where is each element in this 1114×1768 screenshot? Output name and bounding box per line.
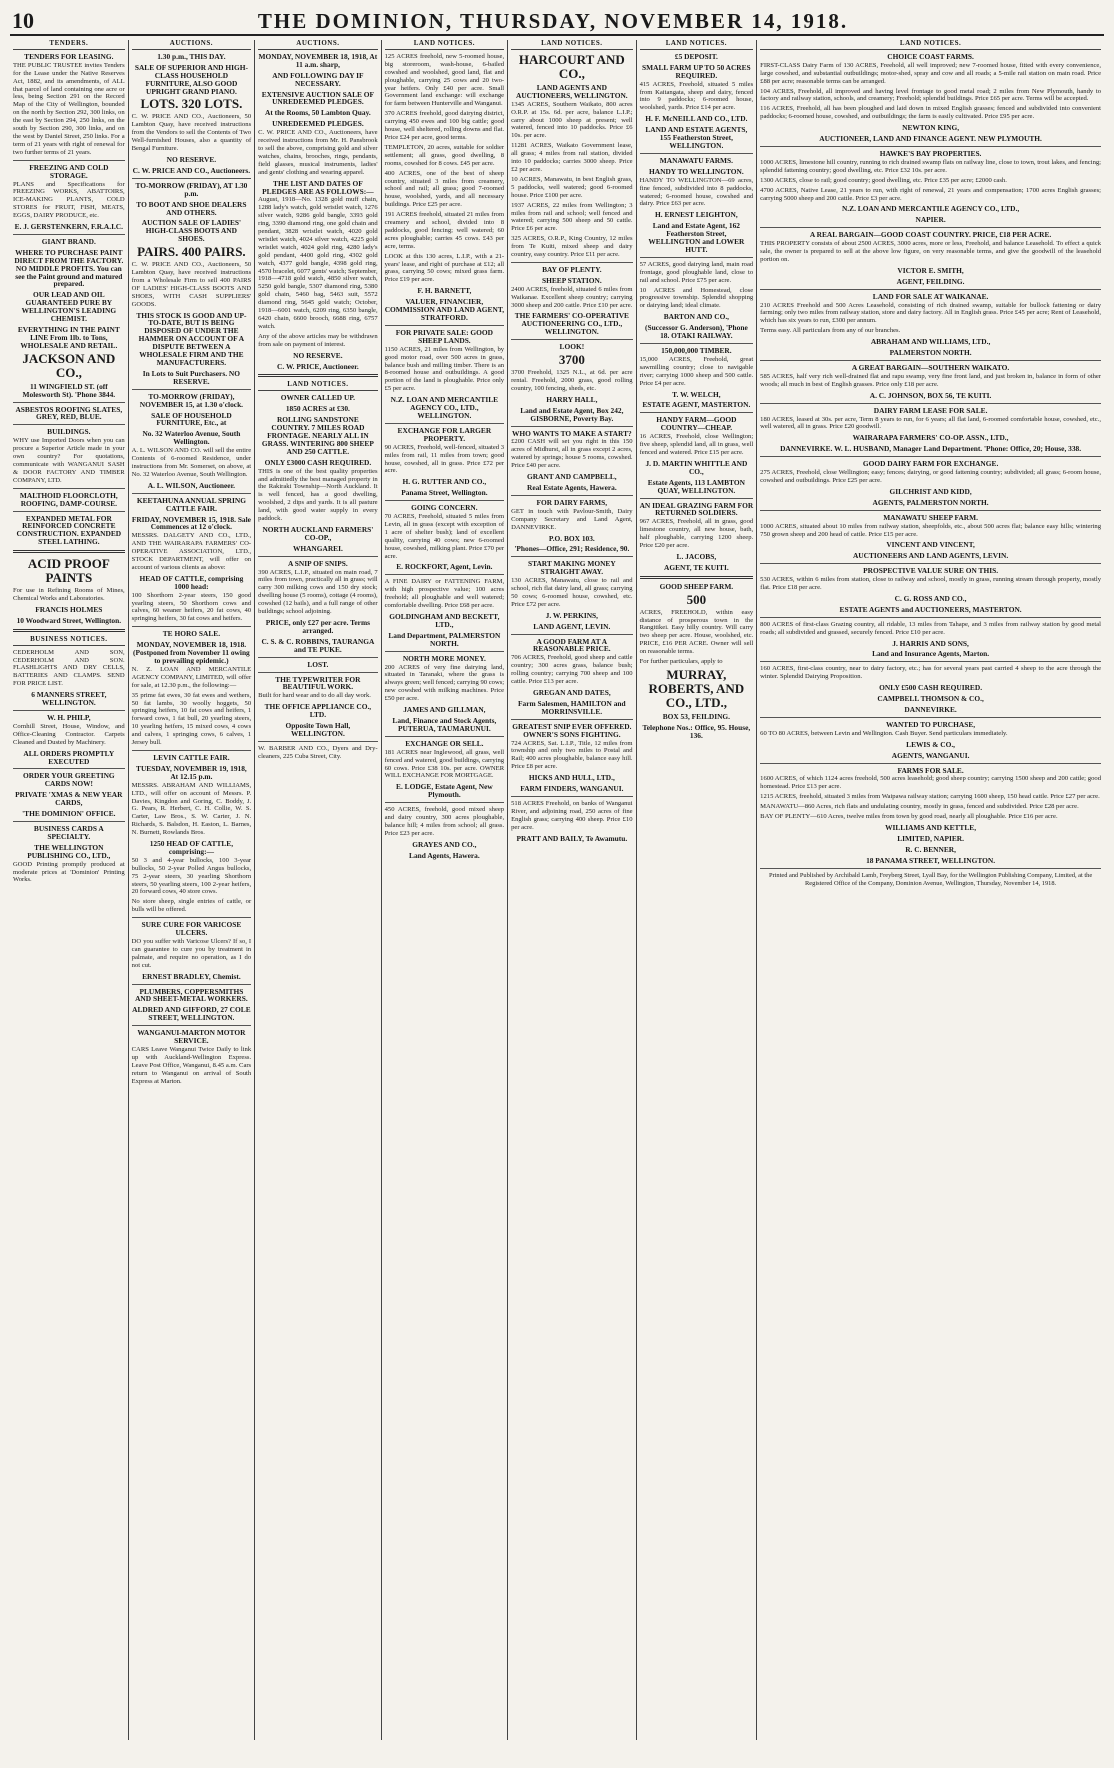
ad-heading: HANDY FARM—GOOD COUNTRY—CHEAP. bbox=[656, 415, 737, 433]
ad-text: LAND AND ESTATE AGENTS, 155 Featherston Street, WELLINGTON. bbox=[645, 125, 748, 150]
ad-text: 'Phones—Office, 291; Residence, 90. bbox=[514, 544, 630, 554]
ad-text: 181 ACRES near Inglewood, all grass, well fenced and watered, good buildings, carrying 60 cows. Price £38 10s. per acre. OWNER WILL EXCHANGE FOR MORTGAGE. bbox=[384, 748, 505, 780]
ad-heading: A GREAT BARGAIN—SOUTHERN WAIKATO. bbox=[851, 363, 1010, 372]
ad-text: 116 ACRES, Freehold, all has been ploughed and laid down in mixed English grasses; fenced and subdivided into convenient paddocks; 6-roomed house, cowshed, and outbuildings; the farm is easily cultivated. Price £95 per acre. bbox=[760, 105, 1101, 121]
ad-text: P.O. BOX 103. bbox=[548, 533, 595, 543]
ad-name: GREGAN AND DATES, bbox=[532, 688, 611, 697]
ad-text: PALMERSTON NORTH. bbox=[889, 348, 972, 358]
ad-text: Land and Estate Agent, 162 Featherston Street, WELLINGTON and LOWER HUTT. bbox=[648, 221, 745, 254]
ad-heading: TO BOOT AND SHOE DEALERS AND OTHERS. bbox=[136, 199, 247, 217]
ad-heading: GREATEST SNIP EVER OFFERED. OWNER'S SONS FIGHTING. bbox=[512, 721, 632, 739]
ad-text: THIS is one of the best quality properties and admittedly the best managed property in the Rakiraki Township—North Auckland. It is well fenced, has a good dwelling, woolshed, 2 dips and yards. It is all pasture land, with good water supply in every paddock. bbox=[258, 467, 378, 523]
ad-text: C. W. PRICE AND CO., Auctioneers, have received instructions from Mr. H. Pansbrook to sell the above, comprising gold and silver watches, chains, brooches, rings, pendants, field glasses, musical instruments, ladies' and gents' clothing and wearing apparel. bbox=[258, 129, 378, 176]
ad-name: JAMES AND GILLMAN, bbox=[403, 705, 486, 715]
ad-text: 1937 ACRES, 22 miles from Wellington; 3 miles from rail and school; well fenced and watered; carrying 500 sheep and 50 cattle. Price £6 per acre. bbox=[511, 201, 633, 233]
ad-name: GILCHRIST AND KIDD, bbox=[889, 486, 972, 496]
ad-text: CARS Leave Wanganui Twice Daily to link up with Auckland-Wellington Express. Leave Post Office, Wanganui, 8.45 a.m. Cars return to Wanganui on arrival of South Express at Marton. bbox=[131, 1045, 252, 1085]
ad-text: 104 ACRES, Freehold, all improved and having level frontage to good metal road; 2 miles from New Plymouth, handy to factory and railway station, schools, and creamery; Freehold; splendid buildings. Price £65 per acre. Terms will be accepted. bbox=[760, 87, 1101, 103]
ad-text: 1150 ACRES, 21 miles from Wellington, by good motor road, over 500 acres in grass, balance bush and milling timber. There is an 8-roomed house and outbuildings. A good portion of the land is ploughable. Price only £5 per acre. bbox=[384, 345, 505, 393]
ad-name: H. F. McNEILL AND CO., LTD. bbox=[645, 114, 748, 124]
ad-heading: DAIRY FARM LEASE FOR SALE. bbox=[873, 405, 988, 415]
ad-text: ALL ORDERS PROMPTLY EXECUTED bbox=[23, 748, 115, 766]
ad-name: NORTH AUCKLAND FARMERS' CO-OP., bbox=[262, 524, 374, 542]
ad-lots: LOTS. 320 LOTS. bbox=[140, 96, 243, 112]
ad-text: 10 ACRES and Homestead, close progressive township. Splendid shopping or dairying land; ideal climate. bbox=[639, 286, 754, 310]
ad-heading: NO RESERVE. bbox=[293, 350, 343, 360]
ad-heading: LEVIN CATTLE FAIR. bbox=[153, 752, 230, 762]
ad-address: Land Agents, Hawera. bbox=[409, 850, 480, 860]
ad-text: 160 ACRES, first-class country, near to dairy factory, etc.; has for several years past carried 4 sheep to the acre through the winter. Splendid Dairying Proposition. bbox=[760, 665, 1101, 681]
ad-text: 57 ACRES, good dairying land, main road frontage, good ploughable land, close to rail and school. Price £75 per acre. bbox=[639, 260, 754, 284]
ad-text: For further particulars, apply to bbox=[639, 658, 723, 666]
ad-heading: WANGANUI-MARTON MOTOR SERVICE. bbox=[137, 1028, 246, 1046]
ad-text: 100 Shorthorn 2-year steers, 150 good yearling steers, 50 Shorthorn cows and calves, 60 weaner heifers, 20 fat cows, 40 springing heifers, 30 fat cows and heifers. bbox=[131, 591, 252, 623]
ad-name: THE WELLINGTON PUBLISHING CO., LTD., bbox=[27, 842, 111, 860]
ad-name: H. ERNEST LEIGHTON, bbox=[655, 210, 738, 220]
ad-name: J. W. PERKINS, bbox=[545, 610, 599, 620]
ad-heading: 1250 HEAD OF CATTLE, comprising:— bbox=[149, 839, 234, 856]
ad-heading: ONLY £500 CASH REQUIRED. bbox=[879, 683, 983, 693]
ad-heading: LOST. bbox=[307, 659, 329, 669]
ad-text: LIMITED, NAPIER. bbox=[897, 833, 964, 843]
ad-text: 800 ACRES of first-class Grazing country, all ridable, 13 miles from Tahape, and 3 miles from railway station by good metal roads; all subdivided and grassed, securely fenced. Price £10 per acre. bbox=[760, 620, 1101, 636]
ad-text: NAPIER. bbox=[915, 215, 946, 225]
ad-heading: OWNER CALLED UP. bbox=[280, 393, 356, 403]
ad-name: F. H. BARNETT, bbox=[417, 286, 472, 296]
ad-name: MURRAY, ROBERTS, AND CO., LTD., bbox=[648, 667, 745, 710]
ad-heading: KEETAHUNA ANNUAL SPRING CATTLE FAIR. bbox=[136, 495, 246, 513]
newspaper-page bbox=[10, 8, 1104, 1752]
ad-name: ERNEST BRADLEY, Chemist. bbox=[142, 971, 241, 981]
ad-address: Panama Street, Wellington. bbox=[401, 488, 488, 498]
ad-heading: PRIVATE 'XMAS & NEW YEAR CARDS, bbox=[15, 790, 123, 808]
ad-name: C. G. ROSS AND CO., bbox=[894, 593, 967, 603]
ad-text: 1000 ACRES, situated about 10 miles from railway station, sheepfolds, etc., about 500 acres flat; balance easy hills; wintering 750 grown sheep and 200 head of cattle. Price £15 per acre. bbox=[760, 522, 1101, 538]
ad-heading: FARMS FOR SALE. bbox=[897, 765, 964, 775]
ad-heading: EXCHANGE FOR LARGER PROPERTY. bbox=[397, 425, 492, 443]
ad-text: ESTATE AGENTS and AUCTIONEERS, MASTERTON. bbox=[839, 604, 1022, 614]
ad-name: VINCENT AND VINCENT, bbox=[886, 540, 975, 550]
ad-text: BAY OF PLENTY—610 Acres, twelve miles from town by good road, nearly all ploughable. Price £16 per acre. bbox=[760, 813, 1058, 821]
ad-text: A. L. WILSON AND CO. will sell the entire Contents of 6-roomed Residence, under instructions from Mr. Somerset, on above, at No. 32 Waterloo Avenue, South Wellington. bbox=[131, 447, 252, 478]
ad-heading: WHO WANTS TO MAKE A START? bbox=[511, 428, 632, 438]
ad-heading: AUCTION SALE OF LADIES' HIGH-CLASS BOOTS AND SHOES. bbox=[141, 218, 242, 244]
ad-text: 2400 ACRES, freehold, situated 6 miles from Waikanae. Excellent sheep country; carrying 3000 sheep and 200 cattle. Price £10 per acre. bbox=[511, 285, 633, 309]
ad-text: BOX 53, FEILDING. bbox=[662, 712, 731, 721]
ad-heading: ONLY £3000 CASH REQUIRED. bbox=[264, 457, 372, 467]
ad-text: EVERYTHING IN THE PAINT LINE From 1lb. to Tons, WHOLESALE AND RETAIL. bbox=[17, 325, 120, 350]
ad-heading: NO RESERVE. bbox=[166, 154, 217, 164]
ad-name: WAIRARAPA FARMERS' CO-OP. ASSN., LTD., bbox=[852, 433, 1009, 443]
ad-text: A FINE DAIRY or FATTENING FARM, with high prospective value; 100 acres freehold; all ploughable and well watered; comfortable dwelling. Price £68 per acre. bbox=[384, 578, 505, 610]
page-number: 10 bbox=[12, 8, 34, 33]
ad-address: WHANGAREI. bbox=[292, 543, 343, 553]
ad-heading: THE TYPEWRITER FOR BEAUTIFUL WORK. bbox=[275, 674, 361, 692]
ad-text: THIS STOCK IS GOOD AND UP-TO-DATE, BUT IS BEING DISPOSED OF UNDER THE HAMMER ON ACCOUNT OF A DISPUTE BETWEEN A WHOLESALE FIRM AND THE MANUFACTURERS. bbox=[136, 310, 247, 367]
ad-text: AGENT, TE KUITI. bbox=[664, 562, 729, 572]
ad-text: AUCTIONEERS AND LAND AGENTS, LEVIN. bbox=[852, 551, 1009, 561]
ad-heading: GOING CONCERN. bbox=[411, 503, 478, 513]
ad-text: Cornhill Street, House, Window, and Office-Cleaning Contractor. Carpets Cleaned and Dusted by Machinery. bbox=[13, 722, 125, 746]
ad-name: R. C. BENNER, bbox=[905, 844, 956, 854]
ad-text: FRIDAY, NOVEMBER 15, 1918. Sale Commences at 12 o'clock. bbox=[131, 514, 251, 532]
columns bbox=[10, 40, 1104, 1740]
ad-text: 390 ACRES, L.I.P., situated on main road, 7 miles from town, practically all in grass; will carry 300 milking cows and 150 dry stock; dwelling house (5 rooms), cottage (4 rooms), cowshed (12 bails), and a full range of other buildings; school adjoining. bbox=[258, 568, 378, 616]
ad-text: FIRST-CLASS Dairy Farm of 130 ACRES, Freehold, all well improved; new 7-roomed house, fitted with every convenience, large cowshed, and substantial outbuildings; motor-shed, spray and cow and all roads; a 5-mile rail station on main road. Price £88 per acre; reasonable terms can be arranged. bbox=[760, 61, 1101, 85]
ad-text: Built for hard wear and to do all day work. bbox=[258, 692, 371, 700]
ad-heading: A SNIP OF SNIPS. bbox=[288, 558, 348, 568]
ad-text: 50 3 and 4-year bullocks, 100 3-year bullocks, 50 2-year Polled Angus bullocks, 75 2-year steers, 30 yearling Shorthorn steers, 50 yearling steers, 100 2-year heifers, 20 forward cows, 40 store cows. bbox=[131, 856, 252, 896]
ad-address: No. 32 Waterloo Avenue, South Wellington. bbox=[142, 429, 241, 447]
ad-heading: MANAWATU SHEEP FARM. bbox=[883, 512, 978, 522]
ad-text: 1000 ACRES, limestone hill country, running to rich drained swamp flats on railway line, close to town, trout lakes, and fencing; splendid fattening country; good dwelling, etc. Price £32 10s. per acre. bbox=[760, 158, 1101, 174]
ad-text: 15,000 ACRES, Freehold, great sawmilling country; close to navigable river; carrying 1000 sheep and 500 cattle. Price £4 per acre. bbox=[639, 355, 754, 387]
ad-name: E. LODGE, Estate Agent, New Plymouth. bbox=[396, 782, 493, 800]
ad-heading: NORTH MORE MONEY. bbox=[402, 653, 486, 663]
ad-text: LAND AGENTS AND AUCTIONEERS, WELLINGTON. bbox=[516, 82, 628, 100]
ad-heading: FREEZING AND COLD STORAGE. bbox=[29, 162, 109, 180]
column-land-1 bbox=[382, 40, 508, 1740]
ad-text: 210 ACRES Freehold and 500 Acres Leasehold, consisting of rich drained swamp, suitable for bullock fattening or dairy farming; only two miles from railway station, store and dairy factory. All in English grass. Price £45 per acre; Rent of Leasehold, which has six years to run, £300 per annum. bbox=[760, 301, 1101, 325]
ad-heading: A REAL BARGAIN—GOOD COAST COUNTRY. PRICE, £18 PER ACRE. bbox=[809, 230, 1052, 240]
ad-text: 16 ACRES, Freehold, close Wellington; five sheep, splendid land, all in grass, well fenced and watered. Price £15 per acre. bbox=[639, 433, 754, 456]
ad-name: C. S. & C. ROBBINS, TAURANGA and TE PUKE. bbox=[261, 636, 375, 654]
ad-text: GOOD Printing promptly produced at moderate prices at 'Dominion' Printing Works. bbox=[13, 860, 125, 884]
ad-heading: SALE OF HOUSEHOLD FURNITURE, Etc., at bbox=[151, 410, 232, 428]
ad-text: Land and Estate Agent, Box 242, GISBORNE, Poverty Bay. bbox=[520, 405, 624, 423]
ad-heading: TO-MORROW (FRIDAY), NOVEMBER 15, at 1.30 o'clock. bbox=[139, 391, 244, 409]
ad-heading: BUILDINGS. bbox=[47, 427, 91, 437]
ad-name: HARRY HALL, bbox=[546, 394, 598, 404]
column-auctions-1 bbox=[129, 40, 255, 1740]
ad-heading: LOOK! bbox=[559, 342, 585, 352]
ad-heading: TE HORO SALE. bbox=[162, 629, 221, 639]
ad-text: CEDERHOLM AND SON, CEDERHOLM AND SON. FLASHLIGHTS AND DRY CELLS, BATTERIES AND CLAMPS. SEND FOR PRICE LIST. bbox=[13, 648, 125, 688]
ad-heading: ASBESTOS ROOFING SLATES, GREY, RED, BLUE. bbox=[15, 404, 123, 422]
ad-text: AGENTS, WANGANUI. bbox=[891, 750, 970, 760]
ad-text: ROLLING SANDSTONE COUNTRY. 7 MILES ROAD FRONTAGE. NEARLY ALL IN GRASS. WINTERING 800 SHEEP AND 250 CATTLE. bbox=[261, 415, 374, 456]
ad-name: PRATT AND BAILY, Te Awamutu. bbox=[516, 833, 628, 843]
ad-heading: PROSPECTIVE VALUE SURE ON THIS. bbox=[863, 566, 999, 576]
ad-heading: SMALL FARM UP TO 50 ACRES REQUIRED. bbox=[642, 62, 751, 80]
column-heading: LAND NOTICES. bbox=[258, 381, 377, 391]
ad-text: C. W. PRICE AND CO., Auctioneers, 50 Lambton Quay, have received instructions from the Vendors to sell the Contents of Two Well-furnished Houses, also a quantity of Bengal Furniture. bbox=[131, 113, 252, 153]
ad-address: Opposite Town Hall, WELLINGTON. bbox=[285, 721, 351, 738]
ad-name: ALDRED AND GIFFORD, 27 COLE STREET, WELLINGTON. bbox=[132, 1005, 251, 1023]
ad-text: AUCTIONEER, LAND AND FINANCE AGENT. NEW PLYMOUTH. bbox=[819, 134, 1042, 144]
ad-text: THE PUBLIC TRUSTEE invites Tenders for the Lease under the Native Reserves Act, 1882, and its amendments, of ALL that parcel of land containing one acre or less, being Section 291 on the Record Map of the City of Wellington, bounded on the north by Section 292, 300 links, on the east by Section 294, 250 links, on the south by Section 290, 300 links, and on the west by Daniel Street, 250 links. For a term of 21 years with right of renewal for two further terms of 21 years. bbox=[13, 61, 125, 156]
ad-heading: BUSINESS CARDS A SPECIALTY. bbox=[33, 823, 104, 841]
ad-text: W. BARBER AND CO., Dyers and Dry-cleaners, 225 Cuba Street, City. bbox=[258, 744, 378, 760]
ad-price: 500 bbox=[686, 591, 707, 607]
ad-text: Telephone Nos.: Office, 95. House, 136. bbox=[642, 722, 751, 740]
ad-text: LAND AGENT, LEVIN. bbox=[533, 621, 611, 631]
ad-text: 1215 ACRES, freehold, situated 3 miles from Waipawa railway station; carrying 1600 sheep, 150 head cattle. Price £27 per acre. bbox=[760, 793, 1100, 801]
ad-text: (Successor G. Anderson), 'Phone 18. OTAKI RAILWAY. bbox=[645, 323, 748, 341]
ad-name: CAMPBELL THOMSON & CO., bbox=[877, 694, 984, 704]
ad-name: GRANT AND CAMPBELL, bbox=[527, 472, 617, 482]
ad-name: GOLDINGHAM AND BECKETT, LTD., bbox=[389, 612, 500, 629]
column-heading: LAND NOTICES. bbox=[640, 40, 754, 50]
ad-heading: UNREDEEMED PLEDGES. bbox=[272, 119, 364, 129]
ad-text: 415 ACRES, Freehold, situated 5 miles from Kaitangata, sheep and dairy, fenced into 9 paddocks; 6-roomed house, woolshed, yards. Price £14 per acre. bbox=[639, 80, 754, 112]
ad-text: AGENT, FEILDING. bbox=[896, 276, 965, 286]
column-auctions-2 bbox=[255, 40, 381, 1740]
ad-heading: FOR PRIVATE SALE: GOOD SHEEP LANDS. bbox=[395, 327, 493, 345]
ad-text: 400 ACRES, one of the best of sheep country, situated 3 miles from creamery, school and rail; all grass; good 7-roomed house, woolshed, yards, and all necessary buildings. Price £25 per acre. bbox=[384, 169, 505, 209]
ad-name: C. W. PRICE, Auctioneer. bbox=[277, 361, 359, 371]
ad-name: N.Z. LOAN AND MERCANTILE AGENCY CO., LTD., bbox=[841, 204, 1020, 214]
ad-text: Farm Salesmen, HAMILTON and MORRINSVILLE. bbox=[518, 698, 626, 716]
ad-heading: SHEEP STATION. bbox=[541, 275, 602, 285]
ad-text: TUESDAY, NOVEMBER 19, 1918, At 12.15 p.m. bbox=[136, 763, 247, 781]
ad-name: H. G. RUTTER AND CO., bbox=[402, 477, 487, 487]
ad-text: Terms easy. All particulars from any of our branches. bbox=[760, 327, 901, 335]
ad-name: LEWIS & CO., bbox=[906, 739, 956, 749]
ad-text: THIS PROPERTY consists of about 2500 ACRES, 3000 acres, more or less, Freehold, and balance Leasehold. To effect a quick sale, the owner is prepared to sell at the above low figure, on very reasonable terms, and give the goodwill of the leasehold portion on. bbox=[760, 240, 1101, 263]
ad-name: HARCOURT AND CO., bbox=[518, 51, 625, 81]
ad-heading: CHOICE COAST FARMS. bbox=[887, 51, 974, 61]
ad-text: 370 ACRES freehold, good dairying district, carrying 450 ewes and 100 big cattle; good house, well sheltered, rolling downs and flat. Price £24 per acre, good terms. bbox=[384, 110, 505, 141]
ad-heading: GIANT BRAND. bbox=[41, 236, 96, 246]
ad-heading: GOOD SHEEP FARM. bbox=[659, 581, 734, 591]
ad-text: 585 ACRES, half very rich well-drained flat and rapu swamp, very fine front land, and just broken in, balance in form of other woods; all much in best of English grasses. Price only £18 per acre. bbox=[760, 372, 1101, 388]
ad-heading: TO-MORROW (FRIDAY), AT 1.30 p.m. bbox=[135, 180, 248, 198]
ad-text: 518 ACRES Freehold, on banks of Wanganui River, and adjoining road, 250 acres of fine English grass; carrying 400 sheep. Price £10 per acre. bbox=[511, 799, 633, 831]
ad-text: DANNEVIRKE. W. L. HUSBAND, Manager Land Department. 'Phone: Office, 20; House, 338. bbox=[780, 444, 1082, 454]
ad-text: 130 ACRES, Manawatu, close to rail and school, rich flat dairy land, all grass; carrying 50 cows; 6-roomed house, cowshed, etc. Price £72 per acre. bbox=[511, 577, 633, 608]
ad-text: 70 ACRES, Freehold, situated 5 miles from Levin, all in grass (except with exception of 1 acre of shelter bush); land of excellent quality, carrying 40 cows; new 6-roomed house, cowshed, milking plant. Price £70 per acre. bbox=[384, 513, 505, 560]
ad-heading: GOOD DAIRY FARM FOR EXCHANGE. bbox=[862, 459, 999, 469]
ad-heading: 1.30 p.m., THIS DAY. bbox=[157, 51, 226, 61]
column-heading: AUCTIONS. bbox=[132, 40, 251, 50]
column-heading: AUCTIONS. bbox=[258, 40, 377, 50]
ad-text: WHERE TO PURCHASE PAINT DIRECT FROM THE FACTORY. NO MIDDLE PROFITS. You can see the Paint ground and matured prepared. bbox=[14, 247, 124, 289]
ad-name: HICKS AND HULL, LTD., bbox=[528, 773, 615, 783]
ad-name: W. H. PHILP, bbox=[47, 713, 91, 722]
ad-heading: HANDY TO WELLINGTON. bbox=[649, 166, 744, 176]
ad-text: HANDY TO WELLINGTON—69 acres, fine fenced, subdivided into 8 paddocks, watered; 6-roomed house, cowshed and dairy. Price £63 per acre. bbox=[639, 176, 754, 208]
ad-name: J. D. MARTIN WHITTLE AND CO., bbox=[645, 458, 748, 476]
ad-text: FARM FINDERS, WANGANUI. bbox=[520, 784, 624, 794]
ad-heading: AN IDEAL GRAZING FARM FOR RETURNED SOLDIERS. bbox=[639, 500, 754, 518]
ad-name: THE OFFICE APPLIANCE CO., LTD. bbox=[264, 702, 372, 720]
ad-text: 191 ACRES freehold, situated 21 miles from creamery and school, divided into 8 paddocks, good fencing; well watered; 60 acres ploughable; carries 45 cows. £43 per acre, terms. bbox=[384, 211, 505, 250]
ad-name: J. HARRIS AND SONS, bbox=[892, 638, 969, 648]
ad-text: 200 ACRES of very fine dairying land, situated in Taranaki, where the grass is always green; well fenced; carrying 90 cows; new cowshed with milking machines. Price £50 per acre. bbox=[384, 663, 505, 703]
ad-name: THE FARMERS' CO-OPERATIVE AUCTIONEERING CO., LTD., WELLINGTON. bbox=[514, 311, 629, 337]
column-land-3 bbox=[637, 40, 758, 1740]
ad-heading: 1850 ACRES at £30. bbox=[285, 404, 350, 414]
ad-name: VICTOR E. SMITH, bbox=[897, 265, 964, 275]
ad-name: L. JACOBS, bbox=[676, 551, 717, 561]
ad-name: JACKSON AND CO., bbox=[22, 350, 116, 380]
ad-heading: EXPANDED METAL FOR REINFORCED CONCRETE CONSTRUCTION. EXPANDED STEEL LATHING. bbox=[16, 513, 122, 547]
ad-text: MESSRS. DALGETY AND CO., LTD., AND THE WAIRARAPA FARMERS' CO-OPERATIVE ASSOCIATION, LTD., STOCK DEPARTMENT, will offer on account of various clients as above: bbox=[131, 532, 252, 571]
column-land-4 bbox=[757, 40, 1104, 1740]
column-heading: LAND NOTICES. bbox=[760, 40, 1101, 50]
ad-text: No store sheep, single entries of cattle, or bulls will be offered. bbox=[131, 898, 252, 914]
ad-name: BARTON AND CO., bbox=[663, 312, 730, 322]
newspaper-title: THE DOMINION, THURSDAY, NOVEMBER 14, 1918. bbox=[257, 9, 849, 33]
ad-text: GET in touch with Pavlour-Smith, Dairy Company Secretary and Land Agent, DANNEVIRKE. bbox=[511, 507, 633, 531]
ad-text: TEMPLETON, 20 acres, suitable for soldier settlement; all grass, good dwelling, 8 rooms, cowshed for 8 cows. £45 per acre. bbox=[384, 143, 505, 167]
ad-name: ACID PROOF PAINTS bbox=[27, 556, 110, 586]
ad-text: 18 PANAMA STREET, WELLINGTON. bbox=[866, 855, 996, 865]
ad-text: DO you suffer with Varicose Ulcers? If so, I can guarantee to cure you by treatment in palmate, and require no operation, as I do not cut. bbox=[131, 938, 252, 969]
ad-text: 275 ACRES, Freehold, close Wellington; easy; fences; dairying, or good fattening country; subdivided; all grass; 6-room house, cowshed and outbuildings. Price £25 per acre. bbox=[760, 469, 1101, 484]
ad-text: LOOK at this 130 acres, L.I.P., with a 21-years' lease, and right of purchase at £12; all grass, carrying 50 cows; mixed grass farm. Price £19 per acre. bbox=[384, 252, 505, 284]
ad-text: 90 ACRES, Freehold, well-fenced, situated 3 miles from rail, 11 miles from town; good house, cowshed, all in grass. Price £72 per acre. bbox=[384, 443, 505, 475]
ad-name: A. L. WILSON, Auctioneer. bbox=[147, 480, 236, 490]
ad-address: 11 WINGFIELD ST. (off Molesworth St). 'Phone 3844. bbox=[22, 381, 116, 399]
ad-text: £200 CASH will set you right in this 150 acres of Midhurst, all in grass except 2 acres, watered by springs; house 5 rooms, cowshed. Price £40 per acre. bbox=[511, 438, 633, 470]
ad-text: For use in Refining Rooms of Mines, Chemical Works and Laboratories. bbox=[13, 587, 125, 603]
ad-text: ESTATE AGENT, MASTERTON. bbox=[642, 400, 751, 410]
ad-lots: PAIRS. 400 PAIRS. bbox=[137, 244, 246, 260]
ad-text: Real Estate Agents, Hawera. bbox=[526, 482, 617, 492]
ad-name: NEWTON KING, bbox=[902, 123, 960, 133]
ad-name: E. J. GERSTENKERN, F.R.A.I.C. bbox=[14, 222, 123, 232]
ad-heading: LAND FOR SALE AT WAIKANAE. bbox=[872, 291, 989, 301]
ad-text: PLANS and Specifications for FREEZING WORKS, ABATTOIRS, ICE-MAKING PLANTS, COLD STORES for FRUIT, FISH, MEATS, EGGS, DAIRY PRODUCE, etc. bbox=[13, 180, 125, 220]
ad-text: 4700 ACRES, Native Lease, 21 years to run, with right of renewal, 21 years and compensation; 1700 acres English grasses; carrying 5000 sheep and 200 cattle. Price £3 per acre. bbox=[760, 186, 1101, 202]
ad-heading: HEAD OF CATTLE, comprising 1000 head: bbox=[139, 573, 244, 591]
column-heading: BUSINESS NOTICES. bbox=[13, 636, 125, 646]
ad-text: 35 prime fat ewes, 30 fat ewes and wethers, 50 fat lambs, 30 woolly hoggets, 50 springing heifers, 10 fat cows and heifers, 1 forward cows, 1 fat bull, 20 yearling steers, 10 yearling heifers, 15 mixed cows, 4 cows and calves, 1 springing cows, 6 calves, 1 Jersey bull. bbox=[131, 691, 252, 747]
ad-name: WILLIAMS AND KETTLE, bbox=[885, 822, 977, 832]
ad-text: 706 ACRES, Freehold, good sheep and cattle country; 300 acres grass, balance bush; rolling country; carrying 700 sheep and 100 cattle. Price £13 per acre. bbox=[511, 654, 633, 686]
ad-text: 1600 ACRES, of which 1124 acres freehold, 500 acres leasehold; good sheep country; carrying 1500 sheep and 200 cattle; good homestead. Price £13 per acre. bbox=[760, 775, 1101, 791]
ad-text: 530 ACRES, within 6 miles from station, close to railway and school, mostly in grass, running stream through property, mostly flat. Price £18 per acre. bbox=[760, 576, 1101, 592]
ad-heading: AND FOLLOWING DAY IF NECESSARY. bbox=[272, 70, 364, 88]
ad-heading: MALTHOID FLOORCLOTH, ROOFING, DAMP-COURSE. bbox=[19, 490, 118, 508]
ad-heading: BAY OF PLENTY. bbox=[542, 264, 602, 274]
ad-address: 6 MANNERS STREET, WELLINGTON. bbox=[31, 690, 107, 708]
ad-name: C. W. PRICE AND CO., Auctioneers. bbox=[132, 165, 251, 175]
ad-heading: £5 DEPOSIT. bbox=[674, 51, 718, 61]
ad-text: 11281 ACRES, Waikato Government lease, all grass; 4 miles from rail station, divided into 10 paddocks; carries 3000 sheep. Price £2 per acre. bbox=[511, 142, 633, 173]
ad-heading: MANAWATU FARMS. bbox=[659, 155, 733, 165]
ad-name: A. C. JOHNSON, BOX 56, TE KUITI. bbox=[869, 390, 992, 400]
ad-text: Estate Agents, 113 LAMBTON QUAY, WELLINGTON. bbox=[647, 477, 745, 495]
ad-text: PRICE, only £27 per acre. Terms arranged. bbox=[265, 618, 370, 635]
column-tenders bbox=[10, 40, 129, 1740]
ad-heading: MONDAY, NOVEMBER 18, 1918, At 11 a.m. sharp, bbox=[258, 51, 378, 69]
ad-text: VALUER, FINANCIER, COMMISSION AND LAND AGENT, STRATFORD. bbox=[384, 297, 505, 322]
ad-text: 'THE DOMINION' OFFICE. bbox=[22, 809, 116, 819]
ad-name: GRAYES AND CO., bbox=[412, 839, 477, 849]
ad-heading: SALE OF SUPERIOR AND HIGH-CLASS HOUSEHOLD FURNITURE, ALSO GOOD UPRIGHT GRAND PIANO. bbox=[134, 62, 248, 96]
ad-text: OUR LEAD AND OIL GUARANTEED PURE BY WELLINGTON'S LEADING CHEMIST. bbox=[21, 290, 117, 324]
ad-text: AGENTS, PALMERSTON NORTH. bbox=[872, 497, 989, 507]
ad-heading: TENDERS FOR LEASING. bbox=[24, 51, 114, 61]
printer-imprint: Printed and Published by Archibald Lamb, Freyberg Street, Lyall Bay, for the Wellington Publishing Company, Limited, at the Registered Office of the Company, Dominion Avenue, Wellington, Thursday, November 14, 1918. bbox=[768, 871, 1093, 887]
ad-address: 10 Woodward Street, Wellington. bbox=[16, 615, 122, 625]
ad-text: 60 TO 80 ACRES, between Levin and Wellington. Cash Buyer. Send particulars immediately. bbox=[760, 729, 1008, 737]
ad-text: Land Department, PALMERSTON NORTH. bbox=[388, 630, 501, 648]
ad-text: ACRES, FREEHOLD, within easy distance of prosperous town in the Rangitikei. Easy hilly country. Will carry two sheep per acre. House, woolshed, etc. PRICE, £16 PER ACRE. Owner will sell on reasonable terms. bbox=[639, 608, 754, 656]
ad-heading: WANTED TO PURCHASE, bbox=[886, 719, 976, 729]
ad-text: 3700 Freehold, 1325 N.L., at 6d. per acre rental. Freehold, 2000 grass, good rolling country, 100 fencing, sheds, etc. bbox=[511, 369, 633, 392]
ad-text: N. Z. LOAN AND MERCANTILE AGENCY COMPANY, LIMITED, will offer for sale, at 12.30 p.m., the following:— bbox=[131, 665, 252, 689]
ad-text: 325 ACRES, O.R.P., King Country, 12 miles from Te Kuiti, mixed sheep and dairy country, easy country. Price £11 per acre. bbox=[511, 235, 633, 259]
ad-heading: THE LIST AND DATES OF PLEDGES ARE AS FOLLOWS:— bbox=[262, 178, 374, 196]
ad-text: 724 ACRES, Sat. L.I.P., Title, 12 miles from township and only two miles to Postal and Rail; 400 acres ploughable, balance easy hill. Price £8 per acre. bbox=[511, 739, 633, 771]
ad-text: C. W. PRICE AND CO., Auctioneers, 50 Lambton Quay, have received instructions from a Wholesale Firm to sell 400 PAIRS OF LADIES' HIGH-CLASS BOOTS AND SHOES, WITH CASH SUPPLIERS' GOODS. bbox=[131, 261, 252, 308]
column-heading: LAND NOTICES. bbox=[511, 40, 632, 50]
ad-text: MANAWATU—860 Acres, rich flats and undulating country, mostly in grass, fenced and subdivided. Price £28 per acre. bbox=[760, 803, 1079, 811]
ad-text: WHY use Imported Doors when you can procure a Superior Article made in your own country? For quotations, communicate with WANGANUI SASH & DOOR FACTORY AND TIMBER COMPANY, LTD. bbox=[13, 437, 125, 484]
ad-heading: START MAKING MONEY STRAIGHT AWAY. bbox=[527, 559, 616, 577]
ad-text: Land and Insurance Agents, Marton. bbox=[872, 649, 990, 659]
ad-heading: A GOOD FARM AT A REASONABLE PRICE. bbox=[533, 636, 611, 654]
ad-heading: FOR DAIRY FARMS, bbox=[536, 497, 608, 507]
ad-name: T. W. WELCH, bbox=[672, 389, 721, 399]
ad-text: Land, Finance and Stock Agents, PUTERUA, TAUMARUNUI. bbox=[392, 715, 497, 733]
ad-text: MESSRS. ABRAHAM AND WILLIAMS, LTD., will offer on account of Messrs. P. Davies, Kingdon and Goring, C. Boddy, J. G. Pears, R. Herbert, C. H. Collie, W. S. Carter, Law Bros., S. W. Carter, J. N. Richards, S. Balsdon, H. Easton, L. Barnes, N. Burnett, Rowlands Bros. bbox=[131, 781, 252, 837]
ad-text: In Lots to Suit Purchasers. NO RESERVE. bbox=[142, 368, 240, 386]
ad-text: 1345 ACRES, Southern Waikato, 800 acres O.R.P. at 15s. 6d. per acre, balance L.I.P.; carry about 1000 sheep at present; well watered, fenced into 10 paddocks. Price £6 10s. per acre. bbox=[511, 100, 633, 140]
ad-heading: EXTENSIVE AUCTION SALE OF UNREDEEMED PLEDGES. bbox=[261, 89, 375, 107]
ad-heading: SURE CURE FOR VARICOSE ULCERS. bbox=[141, 920, 242, 938]
ad-text: Any of the above articles may be withdrawn from sale on payment of interest. bbox=[258, 332, 378, 348]
ad-name: N.Z. LOAN AND MERCANTILE AGENCY CO., LTD., WELLINGTON. bbox=[390, 395, 499, 420]
ad-text: 125 ACRES freehold, new 5-roomed house, big storeroom, wash-house, 6-bailed cowshed and woolshed, good land, flat and ploughable, carrying 25 cows and 20 two-year heifers. Only £40 per acre. Small Government land exchange: will exchange for farm between Hunterville and Wanganui. bbox=[384, 52, 505, 108]
masthead bbox=[10, 8, 1104, 36]
ad-text: 180 ACRES, leased at 30s. per acre, Term 8 years to run, for 6 years; all flat land, 6-roomed comfortable house, cowshed, etc., well watered, all in grass. Price £20 goodwill. bbox=[760, 415, 1101, 431]
column-heading: LAND NOTICES. bbox=[385, 40, 504, 50]
ad-text: August, 1918—No. 1328 gold muff chain, 1288 lady's watch, gold wristlet watch, 1276 silver watch, 9286 gold bangle, 3393 gold ring, 3390 diamond ring, one gold chain and pendant, 3828 wristlet watch, 4020 gold wristlet watch, 4024 silver watch, 4225 gold wristlet watch, 4024 gold ring, 4280 lady's gold pendant, 4400 gold ring, 4302 gold watch, 4377 gold bangle, 4398 gold ring, 4570 bracelet, 6077 gents' watch; September, 1918—4718 gold watch, 4850 silver watch, 5250 gold bangle, 5307 diamond ring, 5380 gold chain, 5460 bag, 5463 suit, 5572 diamond ring, 5645 gold watch; October, 1918—6001 watch, 6209 ring, 6350 bangle, 6420 chain, 6600 brooch, 6688 ring, 6757 watch. bbox=[258, 196, 378, 330]
ad-text: 1300 ACRES, close to rail; good country; good dwelling, etc. Price £35 per acre; £2000 cash. bbox=[760, 176, 1007, 184]
ad-text: MONDAY, NOVEMBER 18, 1918. (Postponed from November 11 owing to prevailing epidemic.) bbox=[133, 640, 250, 665]
ad-price: 3700 bbox=[558, 352, 585, 368]
ad-name: FRANCIS HOLMES bbox=[35, 604, 103, 614]
ad-heading: 150,000,000 TIMBER. bbox=[661, 346, 732, 355]
ad-heading: EXCHANGE OR SELL. bbox=[405, 738, 484, 748]
ad-name: ABRAHAM AND WILLIAMS, LTD., bbox=[870, 337, 991, 347]
ad-heading: ORDER YOUR GREETING CARDS NOW! bbox=[22, 771, 115, 789]
column-land-2 bbox=[508, 40, 636, 1740]
column-heading: TENDERS. bbox=[13, 40, 125, 50]
ad-text: At the Rooms, 50 Lambton Quay. bbox=[265, 108, 371, 118]
ad-text: 450 ACRES, freehold, good mixed sheep and dairy country, 300 acres ploughable, balance hill; 4 miles from school; all grass. Price £23 per acre. bbox=[384, 806, 505, 837]
ad-text: DANNEVIRKE. bbox=[904, 705, 957, 714]
ad-name: E. ROCKFORT, Agent, Levin. bbox=[396, 562, 493, 572]
ad-heading: HAWKE'S BAY PROPERTIES. bbox=[879, 148, 982, 158]
ad-text: 967 ACRES, Freehold, all in grass, good limestone country, all new house, bath, half ploughable, carrying 1200 sheep. Price £20 per acre. bbox=[639, 518, 754, 550]
ad-heading: PLUMBERS, COPPERSMITHS AND SHEET-METAL WORKERS. bbox=[135, 986, 248, 1004]
ad-text: 10 ACRES, Manawatu, in best English grass, 5 paddocks, well watered; good 6-roomed house. Price £100 per acre. bbox=[511, 175, 633, 199]
